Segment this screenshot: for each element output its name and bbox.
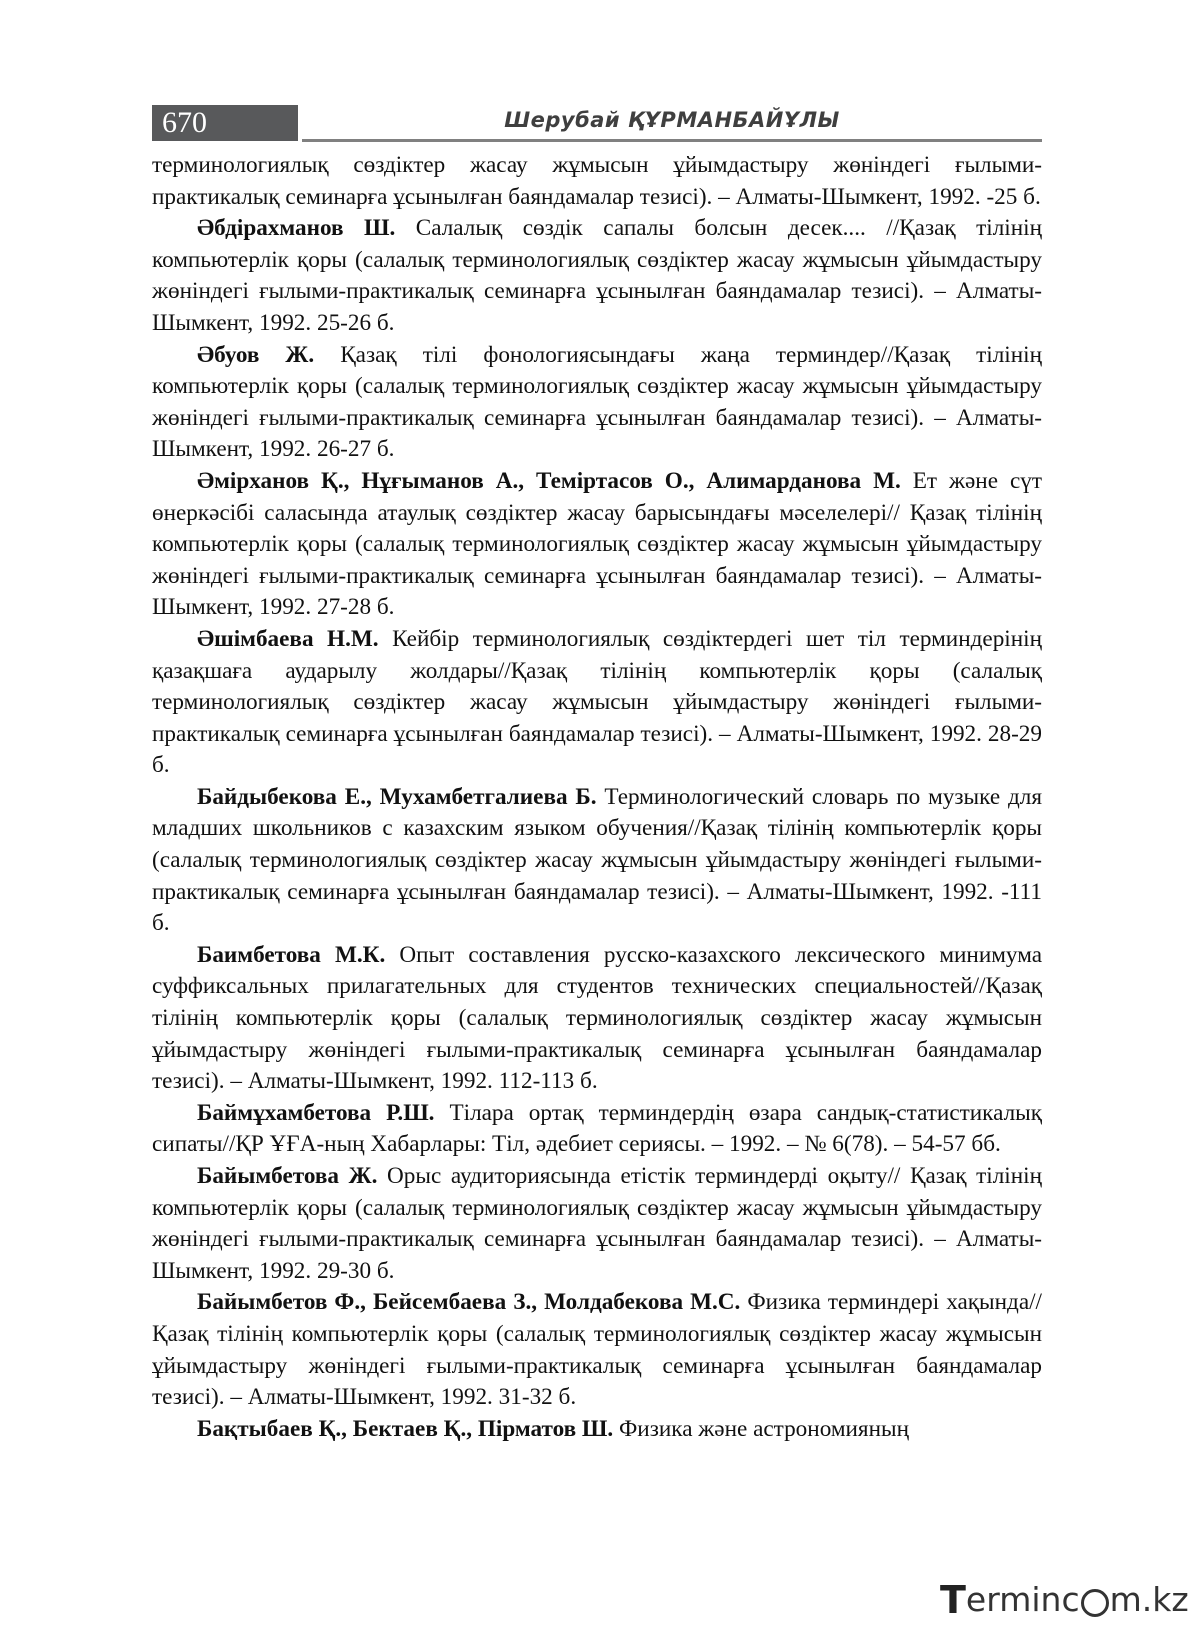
- entry-text: Терминологический словарь по музыке для младших школьников с казахским языком обучения//Қазақ тілінің компьютерлік қоры (салалық терминологиялық сөздіктер жасау жұмысын ұйымдастыру жөніндегі ғылыми-практикалық семинарға ұсынылған баяндамалар тезисі). – Алматы-Шымкент, 1992. -111 б.: [152, 783, 1042, 937]
- watermark-text-part2: m.kz: [1109, 1580, 1189, 1619]
- page-header: [152, 105, 1042, 143]
- bibliography-entry: [152, 1161, 1042, 1287]
- bibliography-entry: [152, 940, 1042, 1098]
- entry-author: Әшімбаева Н.М.: [197, 625, 379, 652]
- entry-author: Баимбетова М.К.: [197, 941, 386, 968]
- entry-text: Ет және сүт өнеркәсібі саласында атаулық сөздіктер жасау барысындағы мәселелері// Қазақ тілінің компьютерлік қоры (салалық терминологиялық сөздіктер жасау жұмысын ұйымдастыру жөніндегі ғылыми-практикалық семинарға ұсынылған баяндамалар тезисі). – Алматы-Шымкент, 1992. 27-28 б.: [152, 467, 1042, 621]
- page-number: 670: [152, 105, 298, 141]
- watermark-o-ring: [1081, 1589, 1109, 1617]
- termincom-watermark-logo: [940, 1580, 1189, 1620]
- bibliography-entry: [152, 1098, 1042, 1161]
- entry-author: Бақтыбаев Қ., Бектаев Қ., Пірматов Ш.: [197, 1415, 614, 1442]
- entry-text: Кейбір терминологиялық сөздіктердегі шет тіл терминдерінің қазақшаға аударылу жолдары//Қазақ тілінің компьютерлік қоры (салалық терминологиялық сөздіктер жасау жұмысын ұйымдастыру жөніндегі ғылыми-практикалық семинарға ұсынылған баяндамалар тезисі). – Алматы-Шымкент, 1992. 28-29 б.: [152, 625, 1042, 779]
- entry-text: Физика және астрономияның: [613, 1415, 909, 1442]
- entry-author: Байымбетов Ф., Бейсембаева З., Молдабекова М.С.: [197, 1289, 741, 1316]
- entry-text: Орыс аудиториясында етістік терминдерді оқыту// Қазақ тілінің компьютерлік қоры (салалық терминологиялық сөздіктер жасау жұмысын ұйымдастыру жөніндегі ғылыми-практикалық семинарға ұсынылған баяндамалар тезисі). – Алматы-Шымкент, 1992. 29-30 б.: [152, 1163, 1042, 1284]
- entry-text: Физика терминдері хақында//Қазақ тілінің компьютерлік қоры (салалық терминологиялық сөздіктер жасау жұмысын ұйымдастыру жөніндегі ғылыми-практикалық семинарға ұсынылған баяндамалар тезисі). – Алматы-Шымкент, 1992. 31-32 б.: [152, 1289, 1042, 1411]
- entry-author: Байымбетова Ж.: [197, 1163, 378, 1189]
- entry-author: Әбуов Ж.: [197, 341, 315, 368]
- watermark-t-letter: T: [940, 1578, 966, 1622]
- entry-text: Салалық сөздік сапалы болсын десек.... //Қазақ тілінің компьютерлік қоры (салалық терминологиялық сөздіктер жасау жұмысын ұйымдастыру жөніндегі ғылыми-практикалық семинарға ұсынылған баяндамалар тезисі). – Алматы-Шымкент, 1992. 25-26 б.: [152, 215, 1042, 336]
- watermark-text-part1: erminc: [965, 1580, 1080, 1619]
- running-head-author: Шерубай ҚҰРМАНБАЙҰЛЫ: [504, 108, 840, 132]
- header-rule: [302, 139, 1042, 142]
- bibliography-entry: [152, 782, 1042, 940]
- entry-author: Байдыбекова Е., Мухамбетгалиева Б.: [197, 783, 597, 810]
- entry-text: Тілара ортақ терминдердің өзара сандық-статистикалық сипаты//ҚР ҰҒА-ның Хабарлары: Тіл, әдебиет сериясы. – 1992. – № 6(78). – 54-57 бб.: [152, 1099, 1042, 1158]
- entry-author: Әбдірахманов Ш.: [197, 215, 396, 242]
- bibliography-entry: [152, 1414, 1042, 1446]
- continuation-text: терминологиялық сөздіктер жасау жұмысын ұйымдастыру жөніндегі ғылыми-практикалық семинарға ұсынылған баяндамалар тезисі). – Алматы-Шымкент, 1992. -25 б.: [152, 152, 1042, 210]
- entry-text: Қазақ тілі фонологиясындағы жаңа терминдер//Қазақ тілінің компьютерлік қоры (салалық терминологиялық сөздіктер жасау жұмысын ұйымдастыру жөніндегі ғылыми-практикалық семинарға ұсынылған баяндамалар тезисі). – Алматы-Шымкент, 1992. 26-27 б.: [152, 341, 1042, 463]
- entry-author: Баймұхамбетова Р.Ш.: [197, 1099, 435, 1126]
- bibliography-list: [152, 150, 1042, 1445]
- entry-author: Әмірханов Қ., Нұғыманов А., Теміртасов О., Алимарданова М.: [197, 467, 901, 494]
- bibliography-entry: [152, 466, 1042, 624]
- bibliography-entry: [152, 1287, 1042, 1413]
- bibliography-entry: [152, 213, 1042, 339]
- bibliography-entry: [152, 340, 1042, 466]
- bibliography-entry: [152, 624, 1042, 782]
- entry-text: Опыт составления русско-казахского лексического минимума суффиксальных прилагательных для студентов технических специальностей//Қазақ тілінің компьютерлік қоры (салалық терминологиялық сөздіктер жасау жұмысын ұйымдастыру жөніндегі ғылыми-практикалық семинарға ұсынылған баяндамалар тезисі). – Алматы-Шымкент, 1992. 112-113 б.: [152, 941, 1043, 1095]
